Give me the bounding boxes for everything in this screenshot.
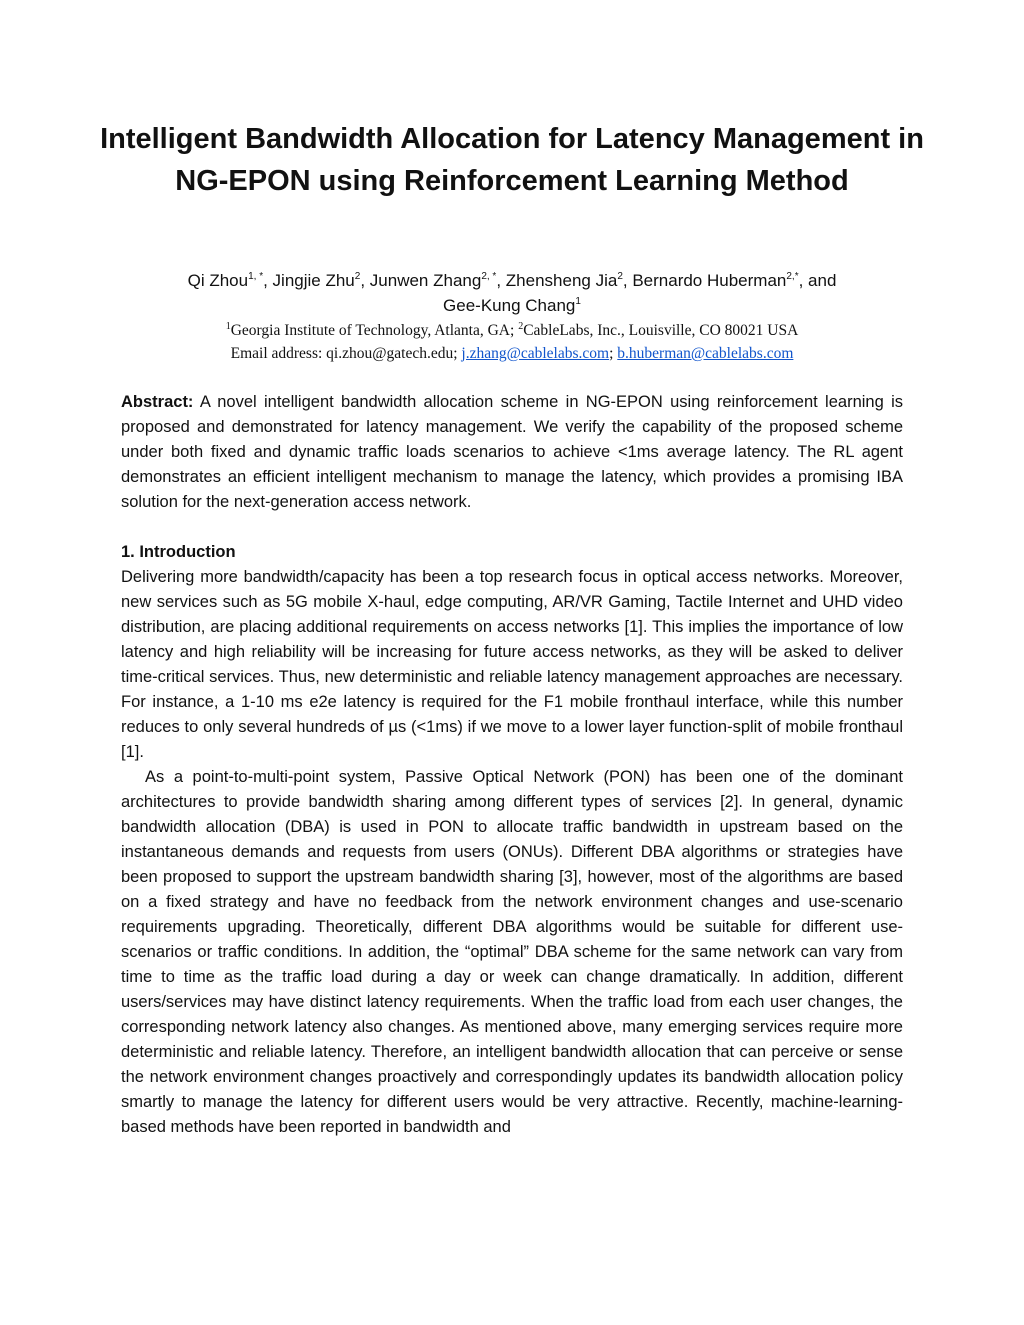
body-paragraph: As a point-to-multi-point system, Passive Optical Network (PON) has been one of the dominant architectures to provide bandwidth sharing among different types of services [2]. In general, dynamic bandwidth allocation (DBA) is used in PON to allocate traffic bandwidth in upstream based on the instantaneous demands and requests from users (ONUs). Different DBA algorithms or strategies have been proposed to support the upstream bandwidth sharing [3], however, most of the algorithms are based on a fixed strategy and have no feedback from the network environment changes and use-scenario requirements upgrading. Theoretically, different DBA algorithms would be suitable for different use-scenarios or traffic conditions. In addition, the “optimal” DBA scheme for the same network can vary from time to time as the traffic load during a day or week can change dramatically. In addition, different users/services may have distinct latency requirements. When the traffic load from each user changes, the corresponding network latency also changes. As mentioned above, many emerging services require more deterministic and reliable latency. Therefore, an intelligent bandwidth allocation that can perceive or sense the network environment changes proactively and correspondingly updates its bandwidth allocation policy smartly to manage the latency for different users would be very attractive. Recently, machine-learning-based methods have been reported in bandwidth and (121, 768, 903, 1136)
author-name: Jingjie Zhu (272, 271, 355, 290)
section-heading-introduction: 1. Introduction (121, 543, 236, 561)
author-name: Gee-Kung Chang (443, 296, 576, 315)
affiliation-marker: 1 (225, 321, 231, 332)
author-superscript: 2, * (481, 271, 497, 282)
author-name: Junwen Zhang (369, 271, 482, 290)
email-link-huberman[interactable]: b.huberman@cablelabs.com (617, 345, 794, 362)
abstract-paragraph (121, 390, 903, 515)
author-superscript: 2,* (786, 271, 799, 282)
body-paragraph: Delivering more bandwidth/capacity has been a top research focus in optical access networks. Moreover, new services such as 5G mobile X-haul, edge computing, AR/VR Gaming, Tactile Internet and UHD video distribution, are placing additional requirements on access networks [1]. This implies the importance of low latency and high reliability will be increasing for future access networks, as they will be asked to deliver time-critical services. Thus, new deterministic and reliable latency management approaches are necessary. For instance, a 1-10 ms e2e latency is required for the F1 mobile fronthaul interface, while this number reduces to only several hundreds of µs (<1ms) if we move to a lower layer function-split of mobile fronthaul [1]. (121, 568, 903, 761)
author-superscript: 1, * (248, 271, 264, 282)
author-separator: , (263, 271, 273, 290)
author-superscript: 2 (617, 271, 623, 282)
author-name: Bernardo Huberman (632, 271, 787, 290)
paper-title: Intelligent Bandwidth Allocation for Latency Management in NG-EPON using Reinforcement Learning Method (100, 123, 924, 197)
email-link-zhang[interactable]: j.zhang@cablelabs.com (461, 345, 610, 362)
author-separator: , and (798, 271, 837, 290)
author-separator: , (360, 271, 370, 290)
author-superscript: 1 (575, 296, 581, 307)
email-separator: ; (609, 345, 618, 362)
abstract (121, 390, 903, 515)
author-separator: , (622, 271, 633, 290)
affiliation-marker: 2 (518, 321, 524, 332)
author-separator: , (496, 271, 506, 290)
email-line (100, 343, 924, 365)
affiliation-text: Georgia Institute of Technology, Atlanta, GA; (230, 322, 519, 339)
author-name: Zhensheng Jia (505, 271, 618, 290)
affiliation-text: CableLabs, Inc., Louisville, CO 80021 USA (523, 322, 799, 339)
abstract-text: A novel intelligent bandwidth allocation scheme in NG-EPON using reinforcement learning is proposed and demonstrated for latency management. We verify the capability of the proposed scheme under both fixed and dynamic traffic loads scenarios to achieve <1ms average latency. The RL agent demonstrates an efficient intelligent mechanism to manage the latency, which provides a promising IBA solution for the next-generation access network. (121, 393, 903, 511)
author-list (100, 268, 924, 318)
abstract-label: Abstract: (121, 393, 194, 411)
introduction-body (121, 565, 903, 1140)
author-superscript: 2 (354, 271, 361, 282)
author-name: Qi Zhou (187, 271, 249, 290)
email-label: Email address: qi.zhou@gatech.edu; (230, 345, 462, 362)
affiliations (100, 320, 924, 342)
